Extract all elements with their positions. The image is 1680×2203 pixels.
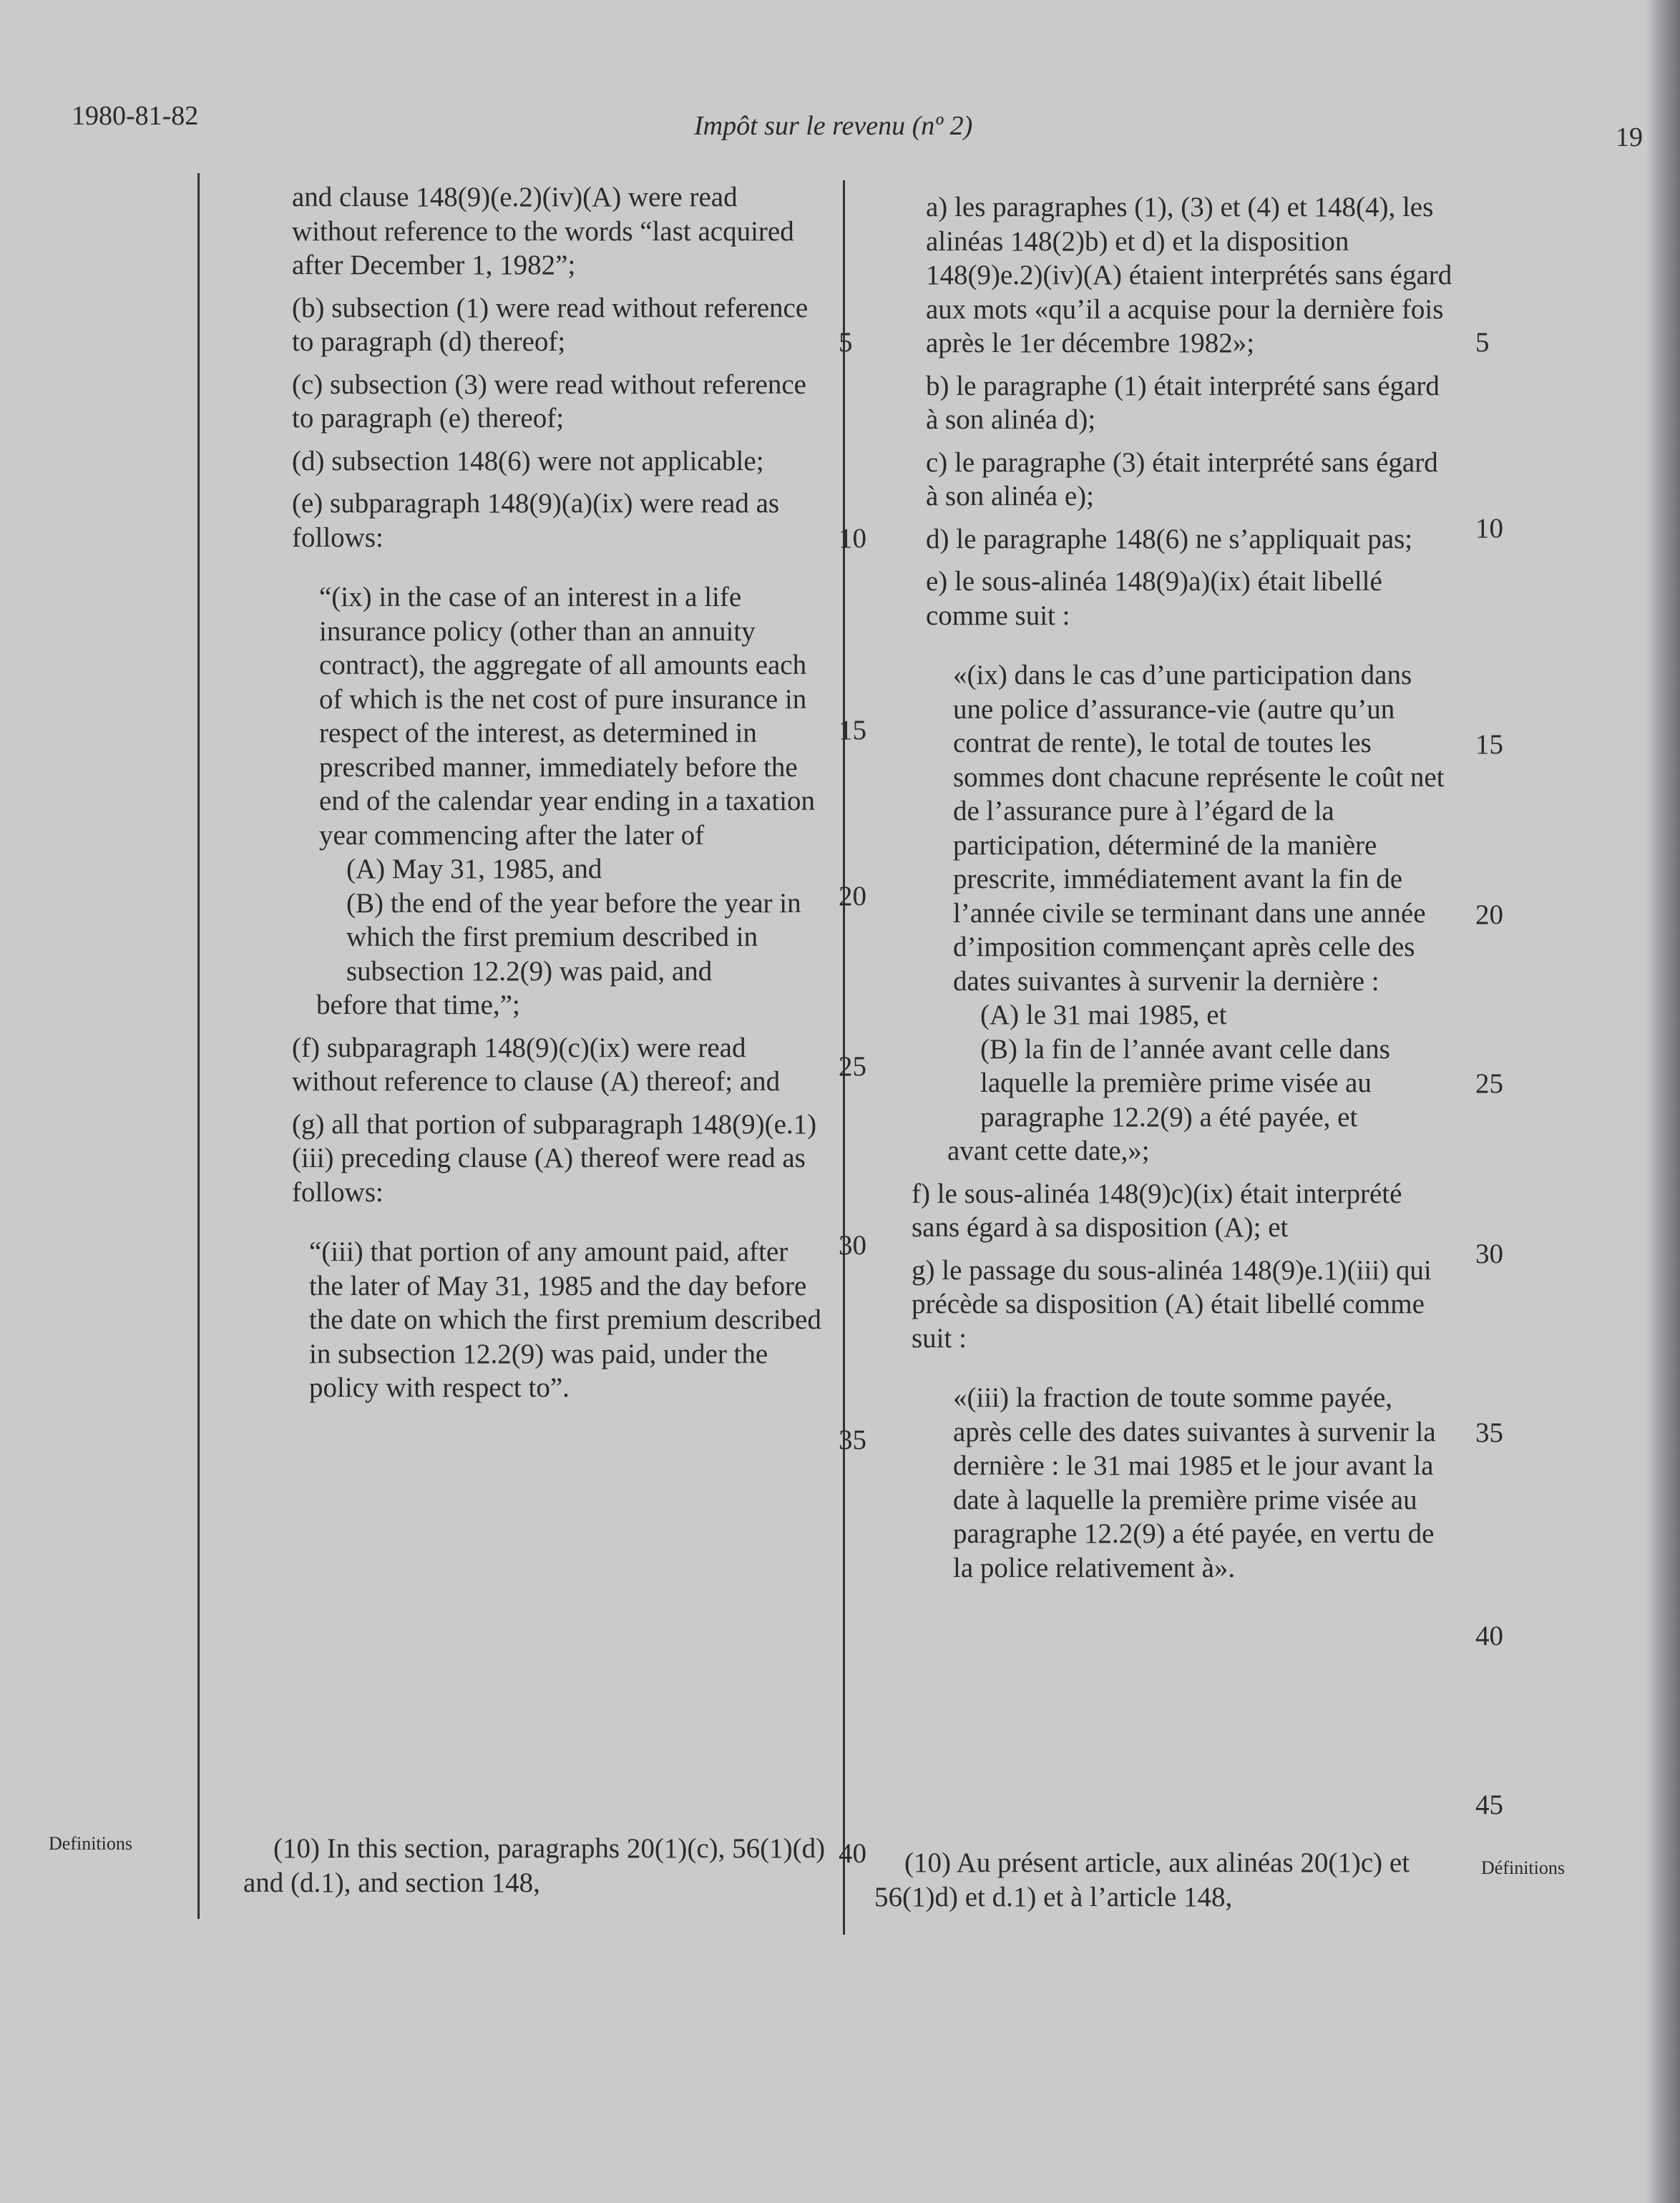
en-subsection-10 [243,1832,839,1900]
margin-note-definitions: Definitions [49,1833,132,1854]
left-margin-rule [197,173,200,1919]
en-line-number: 15 [839,715,866,746]
english-column [292,180,823,1405]
en-line-number: 10 [839,523,866,554]
fr-paragraph: c) le paragraphe (3) était interprété sans égard à son alinéa e); [926,446,1438,512]
en-line-number: 25 [839,1051,866,1082]
en-quote: “(iii) that portion of any amount paid, after the later of May 31, 1985 and the day before the date on which the first premium described in subsection 12.2(9) was paid, under the policy with respect to”. [309,1236,821,1403]
fr-subsection-10-text: (10) Au présent article, aux alinéas 20(1)c) et 56(1)d) et d.1) et à l’article 148, [874,1847,1410,1913]
header-year: 1980-81-82 [72,101,199,131]
fr-clause: (B) la fin de l’année avant celle dans laquelle la première prime visée au paragraphe 12.2(9) a été payée, et [980,1033,1390,1133]
en-paragraph: (c) subsection (3) were read without reference to paragraph (e) thereof; [292,368,806,434]
en-line-number: 40 [839,1838,866,1869]
fr-line-number: 40 [1475,1621,1503,1651]
fr-quote-end: avant cette date,»; [947,1135,1150,1166]
fr-quote: «(ix) dans le cas d’une participation dans une police d’assurance-vie (autre qu’un contrat de rente), le total de toutes les sommes dont chacune représente le coût net de l’assurance pure à l’égard de la participation, déterminé de la manière prescrite, immédiatement avant la fin de l’année civile se terminant dans une année d’imposition commençant après celle des dates suivantes à survenir la dernière : [953,660,1445,997]
en-line-number: 30 [839,1230,866,1261]
fr-line-number: 15 [1475,729,1503,760]
en-clause: (A) May 31, 1985, and [346,854,602,884]
en-paragraph: (e) subparagraph 148(9)(a)(ix) were read as follows: [292,488,780,553]
en-paragraph: (b) subsection (1) were read without reference to paragraph (d) thereof; [292,292,809,357]
en-clause: (B) the end of the year before the year in which the first premium described in subsection 12.2(9) was paid, and [346,887,801,987]
en-paragraph: (f) subparagraph 148(9)(c)(ix) were read without reference to clause (A) thereof; and [292,1032,781,1097]
en-line-number: 5 [839,327,853,358]
en-line-number: 35 [839,1425,866,1455]
fr-paragraph: g) le passage du sous-alinéa 148(9)e.1)(iii) qui précède sa disposition (A) était libellé comme suit : [912,1254,1432,1354]
fr-line-number: 35 [1475,1417,1503,1448]
en-quote-end: before that time,”; [316,990,520,1020]
en-paragraph: (d) subsection 148(6) were not applicable; [292,445,764,477]
fr-line-number: 30 [1475,1239,1503,1269]
fr-line-number: 10 [1475,513,1503,544]
fr-paragraph: b) le paragraphe (1) était interprété sans égard à son alinéa d); [926,370,1440,435]
en-paragraph: (g) all that portion of subparagraph 148(9)(e.1)(iii) preceding clause (A) thereof were read as follows: [292,1108,817,1208]
fr-paragraph: f) le sous-alinéa 148(9)c)(ix) était interprété sans égard à sa disposition (A); et [912,1178,1402,1243]
en-quote: “(ix) in the case of an interest in a life insurance policy (other than an annuity contract), the aggregate of all amounts each of which is the net cost of pure insurance in respect of the interest, as determined in prescribed manner, immediately before the end of the calendar year ending in a taxation year commencing after the later of [319,582,816,851]
fr-line-number: 45 [1475,1789,1503,1820]
fr-clause: (A) le 31 mai 1985, et [980,1000,1227,1030]
page-number: 19 [1616,122,1643,152]
header-title: Impôt sur le revenu (nº 2) [694,111,973,141]
page-edge [1647,0,1680,2203]
fr-line-number: 20 [1475,899,1503,930]
fr-paragraph: d) le paragraphe 148(6) ne s’appliquait pas; [926,523,1413,555]
fr-paragraph: e) le sous-alinéa 148(9)a)(ix) était libellé comme suit : [926,566,1382,631]
en-line-number: 20 [839,881,866,912]
fr-line-number: 5 [1475,327,1490,358]
en-paragraph: and clause 148(9)(e.2)(iv)(A) were read without reference to the words “last acquired after December 1, 1982”; [292,182,794,280]
french-column [912,190,1457,1585]
margin-note-definitions-fr: Définitions [1481,1857,1565,1878]
fr-quote: «(iii) la fraction de toute somme payée, après celle des dates suivantes à survenir la dernière : le 31 mai 1985 et le jour avant la date à laquelle la première prime visée au paragraphe 12.2(9) a été payée, en vertu de la police relativement à». [953,1382,1436,1583]
fr-subsection-10 [874,1846,1457,1915]
fr-line-number: 25 [1475,1068,1503,1099]
fr-paragraph: a) les paragraphes (1), (3) et (4) et 148(4), les alinéas 148(2)b) et d) et la disposition 148(9)e.2)(iv)(A) étaient interprétés sans égard aux mots «qu’il a acquise pour la dernière fois après le 1er décembre 1982»; [926,192,1452,358]
en-subsection-10-text: (10) In this section, paragraphs 20(1)(c), 56(1)(d) and (d.1), and section 148, [243,1833,826,1898]
